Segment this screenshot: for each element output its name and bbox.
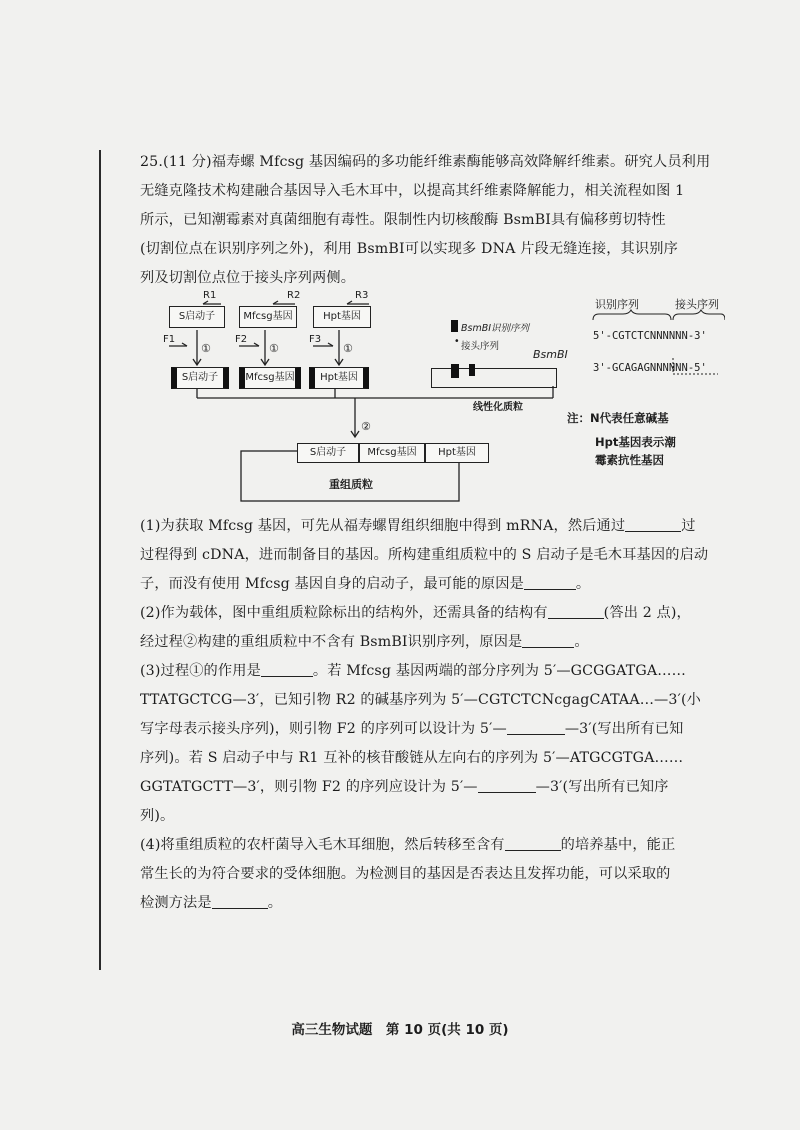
intro-line: (切割位点在识别序列之外)，利用 BsmBⅠ可以实现多 DNA 片段无缝连接，其识别序 (140, 241, 678, 257)
answer-blank[interactable] (261, 662, 313, 677)
q3-line: 序列)。若 S 启动子中与 R1 互补的核苷酸链从左向右的序列为 5′—ATGCGTGA…… (140, 750, 684, 766)
joint-seq-label: 接头序列 (675, 298, 719, 311)
q3-line: (3)过程①的作用是 。若 Mfcsg 基因两端的部分序列为 5′—GCGGATGA…… (140, 663, 686, 679)
sub-questions (140, 512, 720, 918)
answer-blank[interactable] (625, 517, 681, 532)
seq-bottom-strand: 3'-GCAGAGNNNNNN-5' (593, 362, 707, 374)
joint-marker (469, 364, 475, 376)
mfcsg-gene-product: Mfcsg基因 (239, 367, 301, 389)
legend-recog-swatch (451, 320, 458, 332)
s-promoter-product: S启动子 (171, 367, 229, 389)
step-1-label: ① (201, 342, 211, 355)
answer-blank[interactable] (505, 836, 561, 851)
figure-1-diagram (155, 286, 725, 511)
recog-seq-label: 识别序列 (595, 298, 639, 311)
q1-line: 过程得到 cDNA，进而制备目的基因。所构建重组质粒中的 S 启动子是毛木耳基因的启动 (140, 547, 709, 563)
margin-line (99, 150, 101, 970)
q3-line: TTATGCTCG—3′，已知引物 R2 的碱基序列为 5′—CGTCTCNcgagCATAA…—3′(小 (140, 692, 701, 708)
q4-line: 常生长的为符合要求的受体细胞。为检测目的基因是否表达且发挥功能，可以采取的 (140, 866, 671, 882)
s-promoter-box: S启动子 (169, 306, 225, 328)
note-line: 霉素抗性基因 (595, 453, 664, 467)
q3-line: 列)。 (140, 808, 175, 824)
legend-recog-label: BsmBⅠ识别序列 (461, 323, 530, 334)
enzyme-label: BsmBⅠ (533, 348, 568, 361)
primer-f1: F1 (163, 334, 176, 345)
step-1-label: ① (343, 342, 353, 355)
q3-line: 写字母表示接头序列)，则引物 F2 的序列可以设计为 5′— —3′(写出所有已知 (140, 721, 684, 737)
note-line: 注：N代表任意碱基 (567, 411, 669, 425)
seq-top-strand: 5'-CGTCTCNNNNNN-3' (593, 330, 707, 342)
q1-line: 子，而没有使用 Mfcsg 基因自身的启动子，最可能的原因是 。 (140, 576, 591, 592)
answer-blank[interactable] (522, 633, 574, 648)
legend-joint-label: 接头序列 (461, 341, 500, 352)
q4-line: (4)将重组质粒的农杆菌导入毛木耳细胞，然后转移至含有 的培养基中，能正 (140, 837, 676, 853)
recomb-hpt-gene: Hpt基因 (425, 443, 489, 463)
page-footer: 高三生物试题 第 10 页(共 10 页) (291, 1022, 509, 1038)
primer-r1: R1 (203, 290, 217, 301)
step-1-label: ① (269, 342, 279, 355)
primer-r2: R2 (287, 290, 301, 301)
intro-line: 无缝克隆技术构建融合基因导入毛木耳中，以提高其纤维素降解能力，相关流程如图 1 (140, 183, 685, 199)
hpt-gene-box: Hpt基因 (313, 306, 371, 328)
legend-joint-swatch: • (454, 336, 460, 347)
mfcsg-gene-box: Mfcsg基因 (239, 306, 297, 328)
primer-f3: F3 (309, 334, 322, 345)
recognition-site-marker (451, 364, 459, 378)
answer-blank[interactable] (548, 604, 604, 619)
linear-plasmid-label: 线性化质粒 (473, 402, 523, 413)
intro-line: 25.(11 分)福寿螺 Mfcsg 基因编码的多功能纤维素酶能够高效降解纤维素。研究人员利用 (140, 154, 711, 170)
intro-line: 所示，已知潮霉素对真菌细胞有毒性。限制性内切核酸酶 BsmBⅠ具有偏移剪切特性 (140, 212, 666, 228)
q3-line: GGTATGCTT—3′，则引物 F2 的序列应设计为 5′— —3′(写出所有已知序 (140, 779, 669, 795)
answer-blank[interactable] (507, 720, 565, 735)
note-line: Hpt基因表示潮 (595, 435, 676, 449)
q4-line: 检测方法是 。 (140, 895, 283, 911)
recombinant-plasmid-label: 重组质粒 (329, 478, 373, 491)
answer-blank[interactable] (524, 575, 576, 590)
q2-line: 经过程②构建的重组质粒中不含有 BsmBⅠ识别序列，原因是 。 (140, 634, 589, 650)
primer-r3: R3 (355, 290, 369, 301)
recomb-s-promoter: S启动子 (297, 443, 359, 463)
recomb-mfcsg-gene: Mfcsg基因 (359, 443, 425, 463)
question-intro (140, 148, 720, 293)
intro-line: 列及切割位点位于接头序列两侧。 (140, 270, 356, 286)
hpt-gene-product: Hpt基因 (309, 367, 369, 389)
q2-line: (2)作为载体，图中重组质粒除标出的结构外，还需具备的结构有 (答出 2 点)， (140, 605, 691, 621)
answer-blank[interactable] (478, 778, 536, 793)
answer-blank[interactable] (212, 894, 268, 909)
step-2-label: ② (361, 420, 371, 433)
primer-f2: F2 (235, 334, 248, 345)
linear-plasmid-box (431, 368, 557, 388)
q1-line: (1)为获取 Mfcsg 基因，可先从福寿螺胃组织细胞中得到 mRNA，然后通过 过 (140, 518, 696, 534)
